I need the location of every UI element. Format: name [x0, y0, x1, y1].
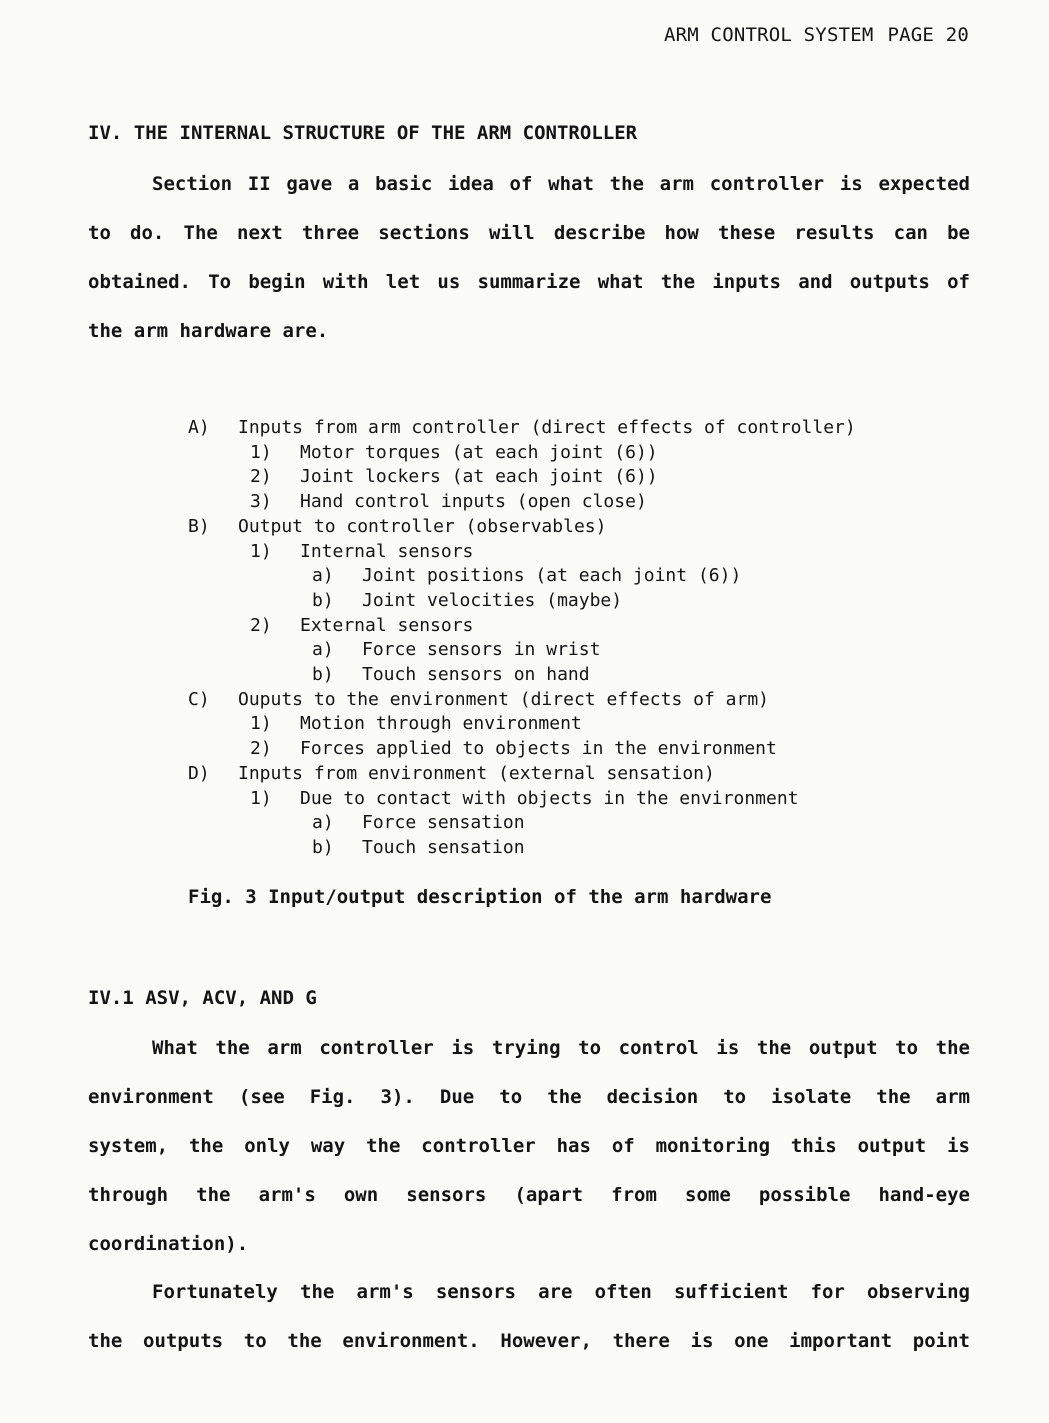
- outline-item: [188, 836, 856, 861]
- paragraph-line: the outputs to the environment. However, there is one important point: [88, 1330, 970, 1352]
- outline-item: [188, 490, 856, 515]
- outline-item: [188, 712, 856, 737]
- outline-item: [188, 465, 856, 490]
- outline-marker: A): [188, 417, 210, 438]
- paragraph-asv: [88, 1024, 970, 1269]
- paragraph-line: Fortunately the arm's sensors are often sufficient for observing: [152, 1281, 970, 1303]
- outline-marker: 3): [250, 491, 272, 513]
- outline-item: [188, 663, 856, 688]
- outline-text: Hand control inputs (open close): [300, 491, 647, 513]
- io-outline-list: [188, 416, 856, 861]
- outline-item: [188, 416, 856, 441]
- outline-text: Force sensation: [362, 812, 525, 834]
- figure-caption: Fig. 3 Input/output description of the arm hardware: [188, 886, 772, 908]
- outline-item: [188, 737, 856, 762]
- outline-marker: a): [312, 812, 334, 834]
- header-title: ARM CONTROL SYSTEM: [664, 24, 874, 46]
- outline-text: Internal sensors: [300, 540, 474, 562]
- outline-marker: b): [312, 836, 334, 858]
- paragraph-line: Section II gave a basic idea of what the arm controller is expected: [152, 173, 970, 195]
- outline-text: Forces applied to objects in the environment: [300, 738, 777, 760]
- paragraph-line: coordination).: [88, 1233, 249, 1255]
- outline-text: Joint velocities (maybe): [362, 589, 623, 611]
- intro-paragraph: [88, 160, 970, 356]
- section-heading: IV. THE INTERNAL STRUCTURE OF THE ARM CONTROLLER: [88, 122, 638, 144]
- paragraph-line: environment (see Fig. 3). Due to the decision to isolate the arm: [88, 1086, 970, 1108]
- outline-text: Joint lockers (at each joint (6)): [300, 466, 658, 488]
- outline-text: External sensors: [300, 614, 474, 636]
- outline-marker: 2): [250, 466, 272, 488]
- outline-text: Ouputs to the environment (direct effects of arm): [238, 688, 770, 710]
- paragraph-line: system, the only way the controller has of monitoring this output is: [88, 1135, 970, 1157]
- outline-marker: 2): [250, 738, 272, 760]
- outline-item: [188, 540, 856, 565]
- outline-text: Motion through environment: [300, 713, 582, 735]
- outline-marker: D): [188, 762, 210, 784]
- outline-marker: B): [188, 515, 210, 537]
- paragraph-line: to do. The next three sections will describe how these results can be: [88, 222, 970, 244]
- outline-item: [188, 762, 856, 787]
- outline-text: Joint positions (at each joint (6)): [362, 565, 742, 587]
- outline-item: [188, 564, 856, 589]
- outline-text: Output to controller (observables): [238, 515, 607, 537]
- page-header: [664, 24, 969, 46]
- outline-marker: b): [312, 664, 334, 686]
- paragraph-sensors: [88, 1268, 970, 1366]
- outline-item: [188, 515, 856, 540]
- outline-item: [188, 787, 856, 812]
- outline-text: Force sensors in wrist: [362, 639, 601, 661]
- paragraph-line: What the arm controller is trying to control is the output to the: [152, 1037, 970, 1059]
- outline-text: Touch sensation: [362, 836, 525, 858]
- outline-marker: 1): [250, 540, 272, 562]
- outline-item: [188, 811, 856, 836]
- subsection-heading: IV.1 ASV, ACV, AND G: [88, 987, 317, 1009]
- outline-item: [188, 614, 856, 639]
- outline-text: Inputs from environment (external sensation): [238, 762, 715, 784]
- outline-text: Motor torques (at each joint (6)): [300, 441, 658, 463]
- outline-marker: 1): [250, 713, 272, 735]
- outline-text: Inputs from arm controller (direct effects of controller): [238, 417, 856, 438]
- header-page-number: PAGE 20: [887, 24, 969, 46]
- outline-marker: b): [312, 589, 334, 611]
- paragraph-line: the arm hardware are.: [88, 320, 329, 342]
- outline-marker: C): [188, 688, 210, 710]
- outline-item: [188, 638, 856, 663]
- outline-marker: a): [312, 639, 334, 661]
- outline-item: [188, 589, 856, 614]
- outline-marker: 2): [250, 614, 272, 636]
- paragraph-line: obtained. To begin with let us summarize what the inputs and outputs of: [88, 271, 970, 293]
- outline-text: Due to contact with objects in the environment: [300, 787, 799, 809]
- outline-marker: 1): [250, 441, 272, 463]
- outline-marker: a): [312, 565, 334, 587]
- paragraph-line: through the arm's own sensors (apart from some possible hand-eye: [88, 1184, 970, 1206]
- outline-text: Touch sensors on hand: [362, 664, 590, 686]
- outline-item: [188, 688, 856, 713]
- outline-marker: 1): [250, 787, 272, 809]
- outline-item: [188, 441, 856, 466]
